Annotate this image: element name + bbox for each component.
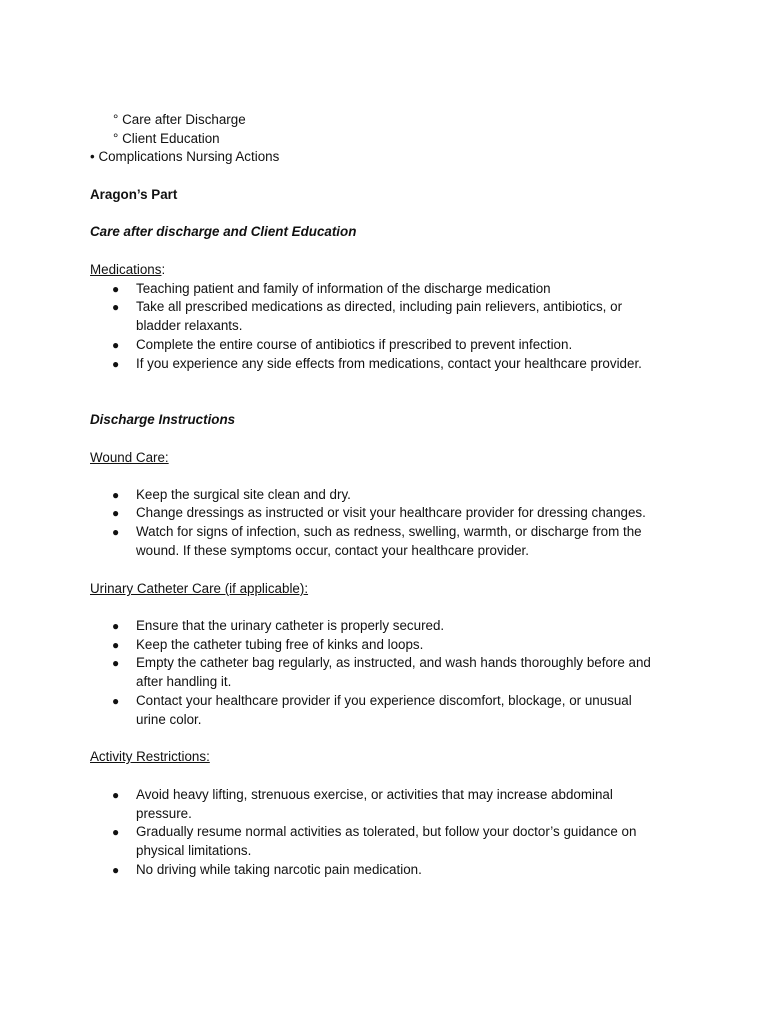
section-heading: Aragon’s Part (90, 187, 178, 202)
list-item-text: Take all prescribed medications as directed, including pain relievers, antibiotics, or bladder relaxants. (136, 299, 623, 333)
bullet-icon: ● (112, 694, 120, 708)
medications-label-text: Medications (90, 262, 162, 277)
list-item-text: Teaching patient and family of information of the discharge medication (136, 281, 551, 296)
outline-marker: ° (113, 131, 119, 146)
activity-label: Activity Restrictions: (90, 749, 210, 764)
list-item-text: Change dressings as instructed or visit your healthcare provider for dressing changes. (136, 505, 646, 520)
bullet-icon: ● (112, 282, 120, 296)
list-item-text: Keep the surgical site clean and dry. (136, 487, 351, 502)
catheter-care-label: Urinary Catheter Care (if applicable): (90, 581, 309, 596)
medications-colon: : (161, 262, 166, 277)
list-item-text: Empty the catheter bag regularly, as instructed, and wash hands thoroughly before and after handling it. (136, 655, 651, 689)
bullet-icon: ● (112, 619, 120, 633)
bullet-icon: ● (112, 506, 120, 520)
list-item-text: Watch for signs of infection, such as redness, swelling, warmth, or discharge from the wound. If these symptoms occur, contact your healthcare provider. (136, 524, 642, 558)
list-item-text: If you experience any side effects from medications, contact your healthcare provider. (136, 356, 642, 371)
medications-label (90, 261, 165, 280)
bullet-icon: ● (112, 656, 120, 670)
bullet-icon: ● (112, 788, 120, 802)
bullet-icon: ● (112, 338, 120, 352)
outline-label: Client Education (122, 131, 220, 146)
bullet-icon: ● (112, 825, 120, 839)
list-item-text: Complete the entire course of antibiotics if prescribed to prevent infection. (136, 337, 573, 352)
list-item-text: Contact your healthcare provider if you experience discomfort, blockage, or unusual urine color. (136, 693, 632, 727)
outline-marker: ° (113, 112, 119, 127)
outline-label: Care after Discharge (122, 112, 246, 127)
bullet-icon: ● (112, 488, 120, 502)
wound-care-label: Wound Care: (90, 450, 169, 465)
outline-top-item (90, 148, 279, 167)
bullet-icon: ● (112, 863, 120, 877)
list-item-text: Avoid heavy lifting, strenuous exercise, or activities that may increase abdominal pressure. (136, 787, 613, 821)
bullet-icon: ● (112, 357, 120, 371)
list-item-text: Ensure that the urinary catheter is properly secured. (136, 618, 445, 633)
outline-sub-item (113, 111, 246, 130)
discharge-heading: Discharge Instructions (90, 412, 236, 427)
bullet-icon: ● (112, 525, 120, 539)
bullet-icon: ● (112, 300, 120, 314)
subsection-heading: Care after discharge and Client Education (90, 224, 357, 239)
list-item-text: Gradually resume normal activities as tolerated, but follow your doctor’s guidance on physical limitations. (136, 824, 637, 858)
list-item-text: Keep the catheter tubing free of kinks and loops. (136, 637, 424, 652)
outline-marker: • (90, 149, 95, 164)
bullet-icon: ● (112, 638, 120, 652)
outline-sub-item (113, 130, 220, 149)
outline-label: Complications Nursing Actions (98, 149, 280, 164)
list-item-text: No driving while taking narcotic pain medication. (136, 862, 422, 877)
